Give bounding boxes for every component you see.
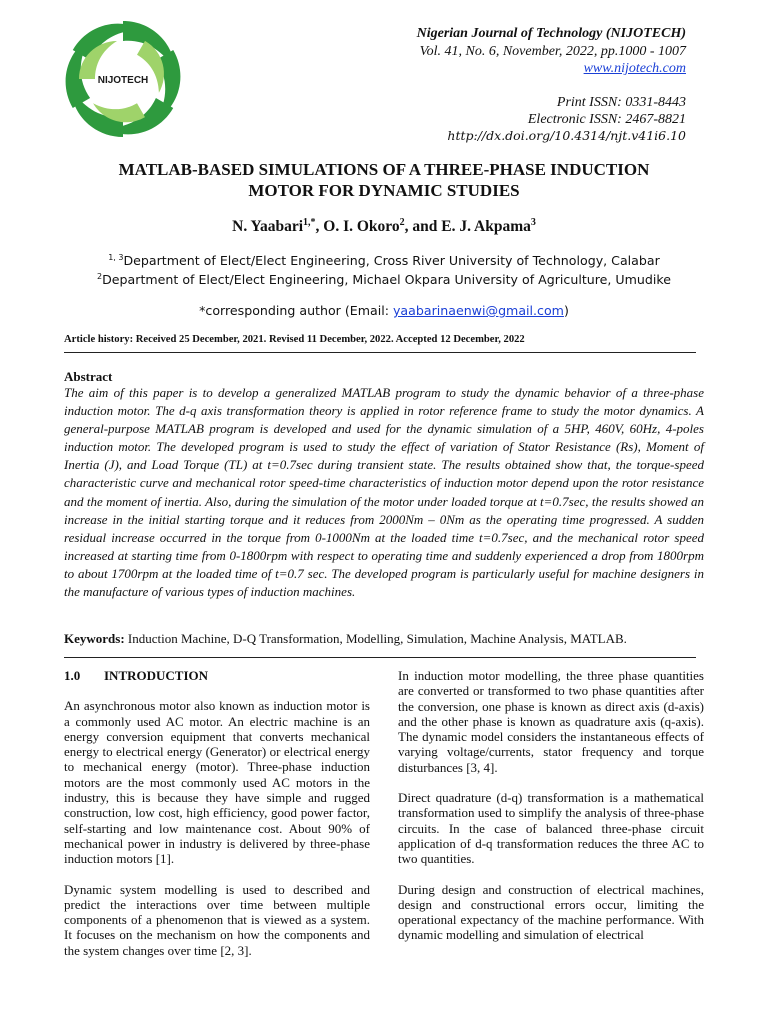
paper-title-line2: MOTOR FOR DYNAMIC STUDIES xyxy=(248,181,520,200)
abstract-body: The aim of this paper is to develop a generalized MATLAB program to study the dynamic behavior of a three-phase induction motor. The d-q axis transformation theory is applied in rotor reference frame to study the motor dynamics. A general-purpose MATLAB program is developed and used for the dynamic simulation of a 5HP, 460V, 60Hz, 4-poles induction motor. The developed program is used to study the effect of variation of Stator Resistance (Rs), Moment of Inertia (J), and Load Torque (TL) at t=0.7sec during transient state. The results obtained show that, the torque-speed characteristic curve and mechanical rotor speed-time characteristics of induction motor depend upon the rotor resistance and the moment of inertia. Also, during the simulation of the motor under loaded torque at t=0.7sec, the results showed an increase in the initial starting torque and it reduces from 2000Nm – 0Nm as the operating time progressed. A sudden residual increase occurred in the torque from 0-1000Nm at the loaded time t=0.7sec, and the mechanical rotor speed increased at starting time from 0-1800rpm with respect to operating time and suddenly experienced a drop from 1800rpm to about 1700rpm at the loaded time of t=0.7 sec. The developed program is particularly useful for machine designers in the manufacture of various types of induction machines. xyxy=(64,385,704,600)
journal-logo xyxy=(58,14,188,144)
right-column xyxy=(398,668,704,958)
logo-text: NIJOTECH xyxy=(97,75,149,86)
article-history: Article history: Received 25 December, 2021. Revised 11 December, 2022. Accepted 12 December, 2022 xyxy=(64,334,525,345)
journal-title: Nigerian Journal of Technology (NIJOTECH) xyxy=(416,26,686,41)
print-issn: Print ISSN: 0331-8443 xyxy=(556,95,686,110)
author-2-sup: 2 xyxy=(399,217,405,228)
author-3-sup: 3 xyxy=(530,217,536,228)
author-2: O. I. Okoro xyxy=(323,218,400,236)
affiliation-1 xyxy=(0,253,768,268)
affiliation-2-text: Department of Elect/Elect Engineering, Michael Okpara University of Agriculture, Umudike xyxy=(102,272,671,288)
author-3: E. J. Akpama xyxy=(441,218,531,236)
author-list: N. Yaabari$^{1,*}$, O. I. Okoro$^2$, and E. J. Akpama$^3$ xyxy=(232,217,536,236)
affiliation-1-text: Department of Elect/Elect Engineering, Cross River University of Technology, Calabar xyxy=(123,253,660,269)
corr-suffix: ) xyxy=(563,303,569,318)
paragraph: Dynamic system modelling is used to described and predict the interactions over time between multiple components of a phenomenon that is viewed as a system. It focuses on the mechanism on how the components and the system changes over time [2, 3]. xyxy=(64,881,370,958)
author-1-sup: 1,* xyxy=(303,217,316,228)
paragraph: In induction motor modelling, the three phase quantities are converted or transformed to two phase quantities after the conversion, one phase is known as direct axis (d-axis) and the other phase is known as quadrature axis (q-axis). The dynamic model considers the instantaneous effects of varying voltage/currents, stator frequency and torque disturbances [3, 4]. xyxy=(398,668,704,775)
section-heading xyxy=(64,668,370,683)
paper-title-line1: MATLAB-BASED SIMULATIONS OF A THREE-PHASE INDUCTION xyxy=(118,160,650,179)
affiliation-2-sup: 2 xyxy=(97,272,103,281)
paper-title xyxy=(0,159,768,201)
doi-link[interactable]: http://dx.doi.org/10.4314/njt.v41i6.10 xyxy=(447,128,686,143)
affiliation-1-sup: 1, 3 xyxy=(108,253,124,262)
journal-url-link[interactable]: www.nijotech.com xyxy=(583,61,686,76)
electronic-issn: Electronic ISSN: 2467-8821 xyxy=(527,112,686,127)
corr-email-link[interactable]: yaabarinaenwi@gmail.com xyxy=(392,303,564,318)
keywords xyxy=(64,631,627,647)
keywords-text: Induction Machine, D-Q Transformation, Modelling, Simulation, Machine Analysis, MATLAB. xyxy=(124,631,627,646)
section-title: INTRODUCTION xyxy=(104,668,209,683)
left-column xyxy=(64,668,370,973)
author-and: and xyxy=(412,218,438,236)
divider xyxy=(64,657,696,658)
corr-prefix: *corresponding author (Email: xyxy=(199,303,393,318)
paragraph: Direct quadrature (d-q) transformation is a mathematical transformation used to simplify the analysis of three-phase circuits. In the case of balanced three-phase circuit application of d-q transformation reduces the three AC to two quantities. xyxy=(398,790,704,867)
keywords-label: Keywords: xyxy=(64,631,125,646)
affiliation-2 xyxy=(0,272,768,287)
nijotech-logo-icon xyxy=(58,14,188,144)
section-number: 1.0 xyxy=(64,668,81,683)
paragraph: An asynchronous motor also known as induction motor is a commonly used AC motor. An electric machine is an energy conversion equipment that converts mechanical energy to electrical energy (Generator) or electrical energy to mechanical energy (motor). Three-phase induction motors are the most commonly used AC motors in the industry, this is because they have simple and rugged construction, low cost, high efficiency, good power factor, self-starting and low maintenance cost. About 90% of mechanical power in industry is delivered by three-phase induction motors [1]. xyxy=(64,698,370,867)
author-1: N. Yaabari xyxy=(232,218,304,236)
journal-volume: Vol. 41, No. 6, November, 2022, pp.1000 - 1007 xyxy=(419,44,686,59)
abstract-heading: Abstract xyxy=(64,369,113,384)
corresponding-author xyxy=(0,303,768,318)
paragraph: During design and construction of electrical machines, design and constructional errors occur, limiting the operational expectancy of the machine performance. With dynamic modelling and simulation of electrical xyxy=(398,881,704,943)
divider xyxy=(64,352,696,353)
